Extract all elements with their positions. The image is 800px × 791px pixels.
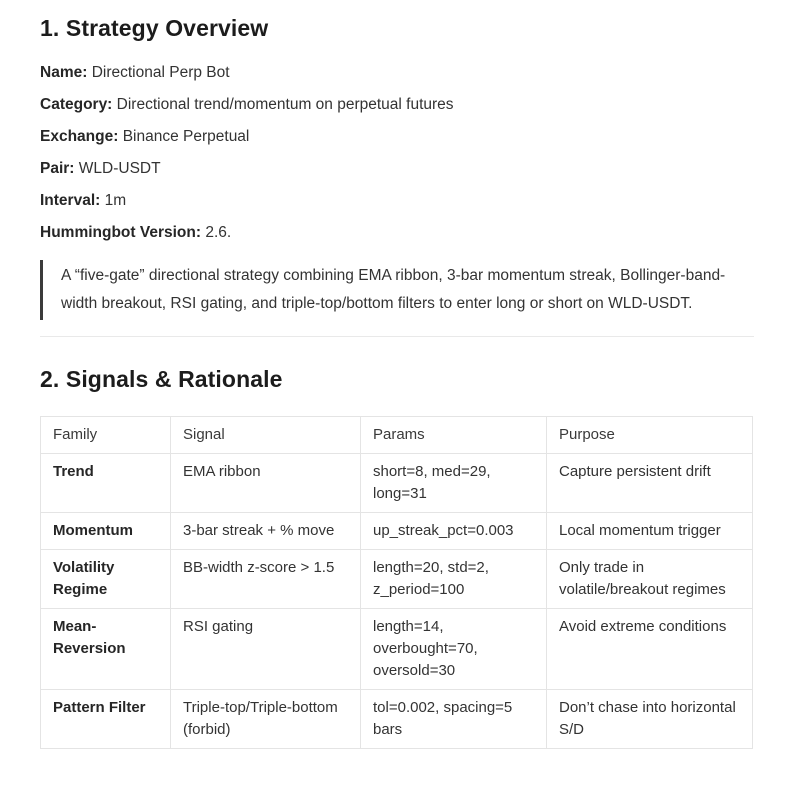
cell-params: up_streak_pct=0.003 bbox=[361, 512, 547, 549]
section-divider bbox=[40, 336, 754, 337]
field-exchange-value: Binance Perpetual bbox=[122, 127, 250, 145]
cell-signal: RSI gating bbox=[171, 608, 361, 689]
cell-family: Momentum bbox=[41, 512, 171, 549]
cell-family: Trend bbox=[41, 453, 171, 512]
cell-family: Mean-Reversion bbox=[41, 608, 171, 689]
table-header-row bbox=[41, 416, 753, 453]
table-row-trend bbox=[41, 453, 753, 512]
cell-family: Volatility Regime bbox=[41, 549, 171, 608]
column-header-purpose: Purpose bbox=[547, 416, 753, 453]
section-2-heading: 2. Signals & Rationale bbox=[40, 365, 283, 392]
section-1-heading: 1. Strategy Overview bbox=[40, 15, 269, 41]
field-interval-label: Interval: bbox=[40, 191, 101, 209]
cell-family: Pattern Filter bbox=[41, 689, 171, 748]
cell-purpose: Only trade in volatile/breakout regimes bbox=[547, 549, 753, 608]
strategy-summary-text: A “five-gate” directional strategy combining EMA ribbon, 3-bar momentum streak, Bollinger-band-width breakout, RSI gating, and triple-top/bottom filters to enter long or short on WLD-USDT. bbox=[61, 266, 726, 312]
cell-purpose: Don’t chase into horizontal S/D bbox=[547, 689, 753, 748]
cell-params: length=20, std=2, z_period=100 bbox=[361, 549, 547, 608]
table-row-volatility-regime bbox=[41, 549, 753, 608]
table-row-pattern-filter bbox=[41, 689, 753, 748]
cell-signal: BB-width z-score > 1.5 bbox=[171, 549, 361, 608]
field-name-label: Name: bbox=[40, 63, 88, 81]
field-hummingbot-version-label: Hummingbot Version: bbox=[40, 223, 202, 241]
strategy-summary-blockquote bbox=[40, 260, 754, 320]
field-category-label: Category: bbox=[40, 95, 113, 113]
signals-rationale-table bbox=[40, 416, 753, 749]
cell-signal: Triple-top/Triple-bottom (forbid) bbox=[171, 689, 361, 748]
field-pair bbox=[40, 159, 754, 179]
column-header-params: Params bbox=[361, 416, 547, 453]
field-exchange bbox=[40, 127, 754, 147]
cell-params: short=8, med=29, long=31 bbox=[361, 453, 547, 512]
cell-params: length=14, overbought=70, oversold=30 bbox=[361, 608, 547, 689]
column-header-family: Family bbox=[41, 416, 171, 453]
field-name-value: Directional Perp Bot bbox=[91, 63, 230, 81]
cell-params: tol=0.002, spacing=5 bars bbox=[361, 689, 547, 748]
table-row-mean-reversion bbox=[41, 608, 753, 689]
cell-signal: EMA ribbon bbox=[171, 453, 361, 512]
field-exchange-label: Exchange: bbox=[40, 127, 119, 145]
field-pair-label: Pair: bbox=[40, 159, 75, 177]
field-interval-value: 1m bbox=[104, 191, 127, 209]
field-pair-value: WLD-USDT bbox=[78, 159, 161, 177]
table-row-momentum bbox=[41, 512, 753, 549]
field-hummingbot-version bbox=[40, 223, 754, 243]
field-category bbox=[40, 95, 754, 115]
field-interval bbox=[40, 191, 754, 211]
cell-purpose: Capture persistent drift bbox=[547, 453, 753, 512]
cell-purpose: Avoid extreme conditions bbox=[547, 608, 753, 689]
field-category-value: Directional trend/momentum on perpetual futures bbox=[116, 95, 454, 113]
cell-signal: 3-bar streak + % move bbox=[171, 512, 361, 549]
column-header-signal: Signal bbox=[171, 416, 361, 453]
field-hummingbot-version-value: 2.6. bbox=[205, 223, 232, 241]
field-name bbox=[40, 63, 754, 83]
cell-purpose: Local momentum trigger bbox=[547, 512, 753, 549]
